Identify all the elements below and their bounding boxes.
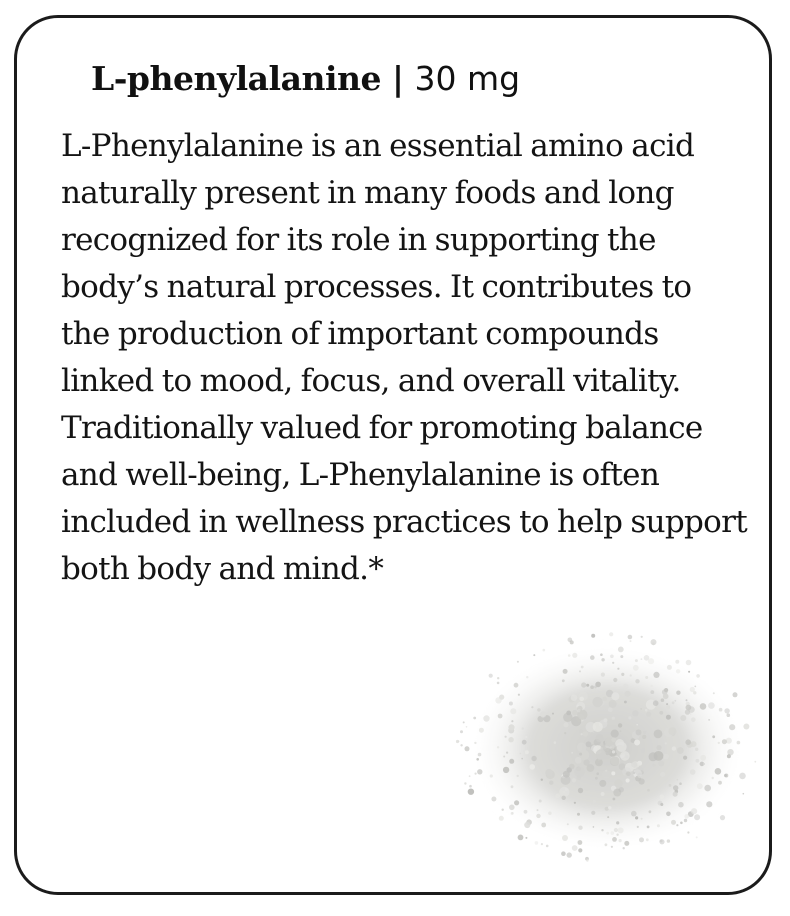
heading-separator: | — [391, 59, 404, 98]
ingredient-name: L-phenylalanine — [91, 59, 381, 98]
description-line: L-Phenylalanine is an essential amino acid — [61, 128, 695, 164]
description-line: linked to mood, focus, and overall vitality. — [61, 363, 681, 399]
powder-pile-icon — [397, 578, 769, 892]
description-line: Traditionally valued for promoting balance — [61, 410, 703, 446]
description-line: body’s natural processes. It contributes to — [61, 269, 692, 305]
ingredient-card — [14, 15, 772, 895]
ingredient-description — [61, 123, 761, 593]
ingredient-heading — [91, 56, 520, 102]
description-line: and well-being, L-Phenylalanine is often — [61, 457, 660, 493]
description-line: recognized for its role in supporting the — [61, 222, 656, 258]
ingredient-dose: 30 mg — [414, 59, 521, 98]
description-line: both body and mind.* — [61, 551, 384, 587]
description-line: included in wellness practices to help support — [61, 504, 747, 540]
description-line: naturally present in many foods and long — [61, 175, 674, 211]
description-line: the production of important compounds — [61, 316, 659, 352]
